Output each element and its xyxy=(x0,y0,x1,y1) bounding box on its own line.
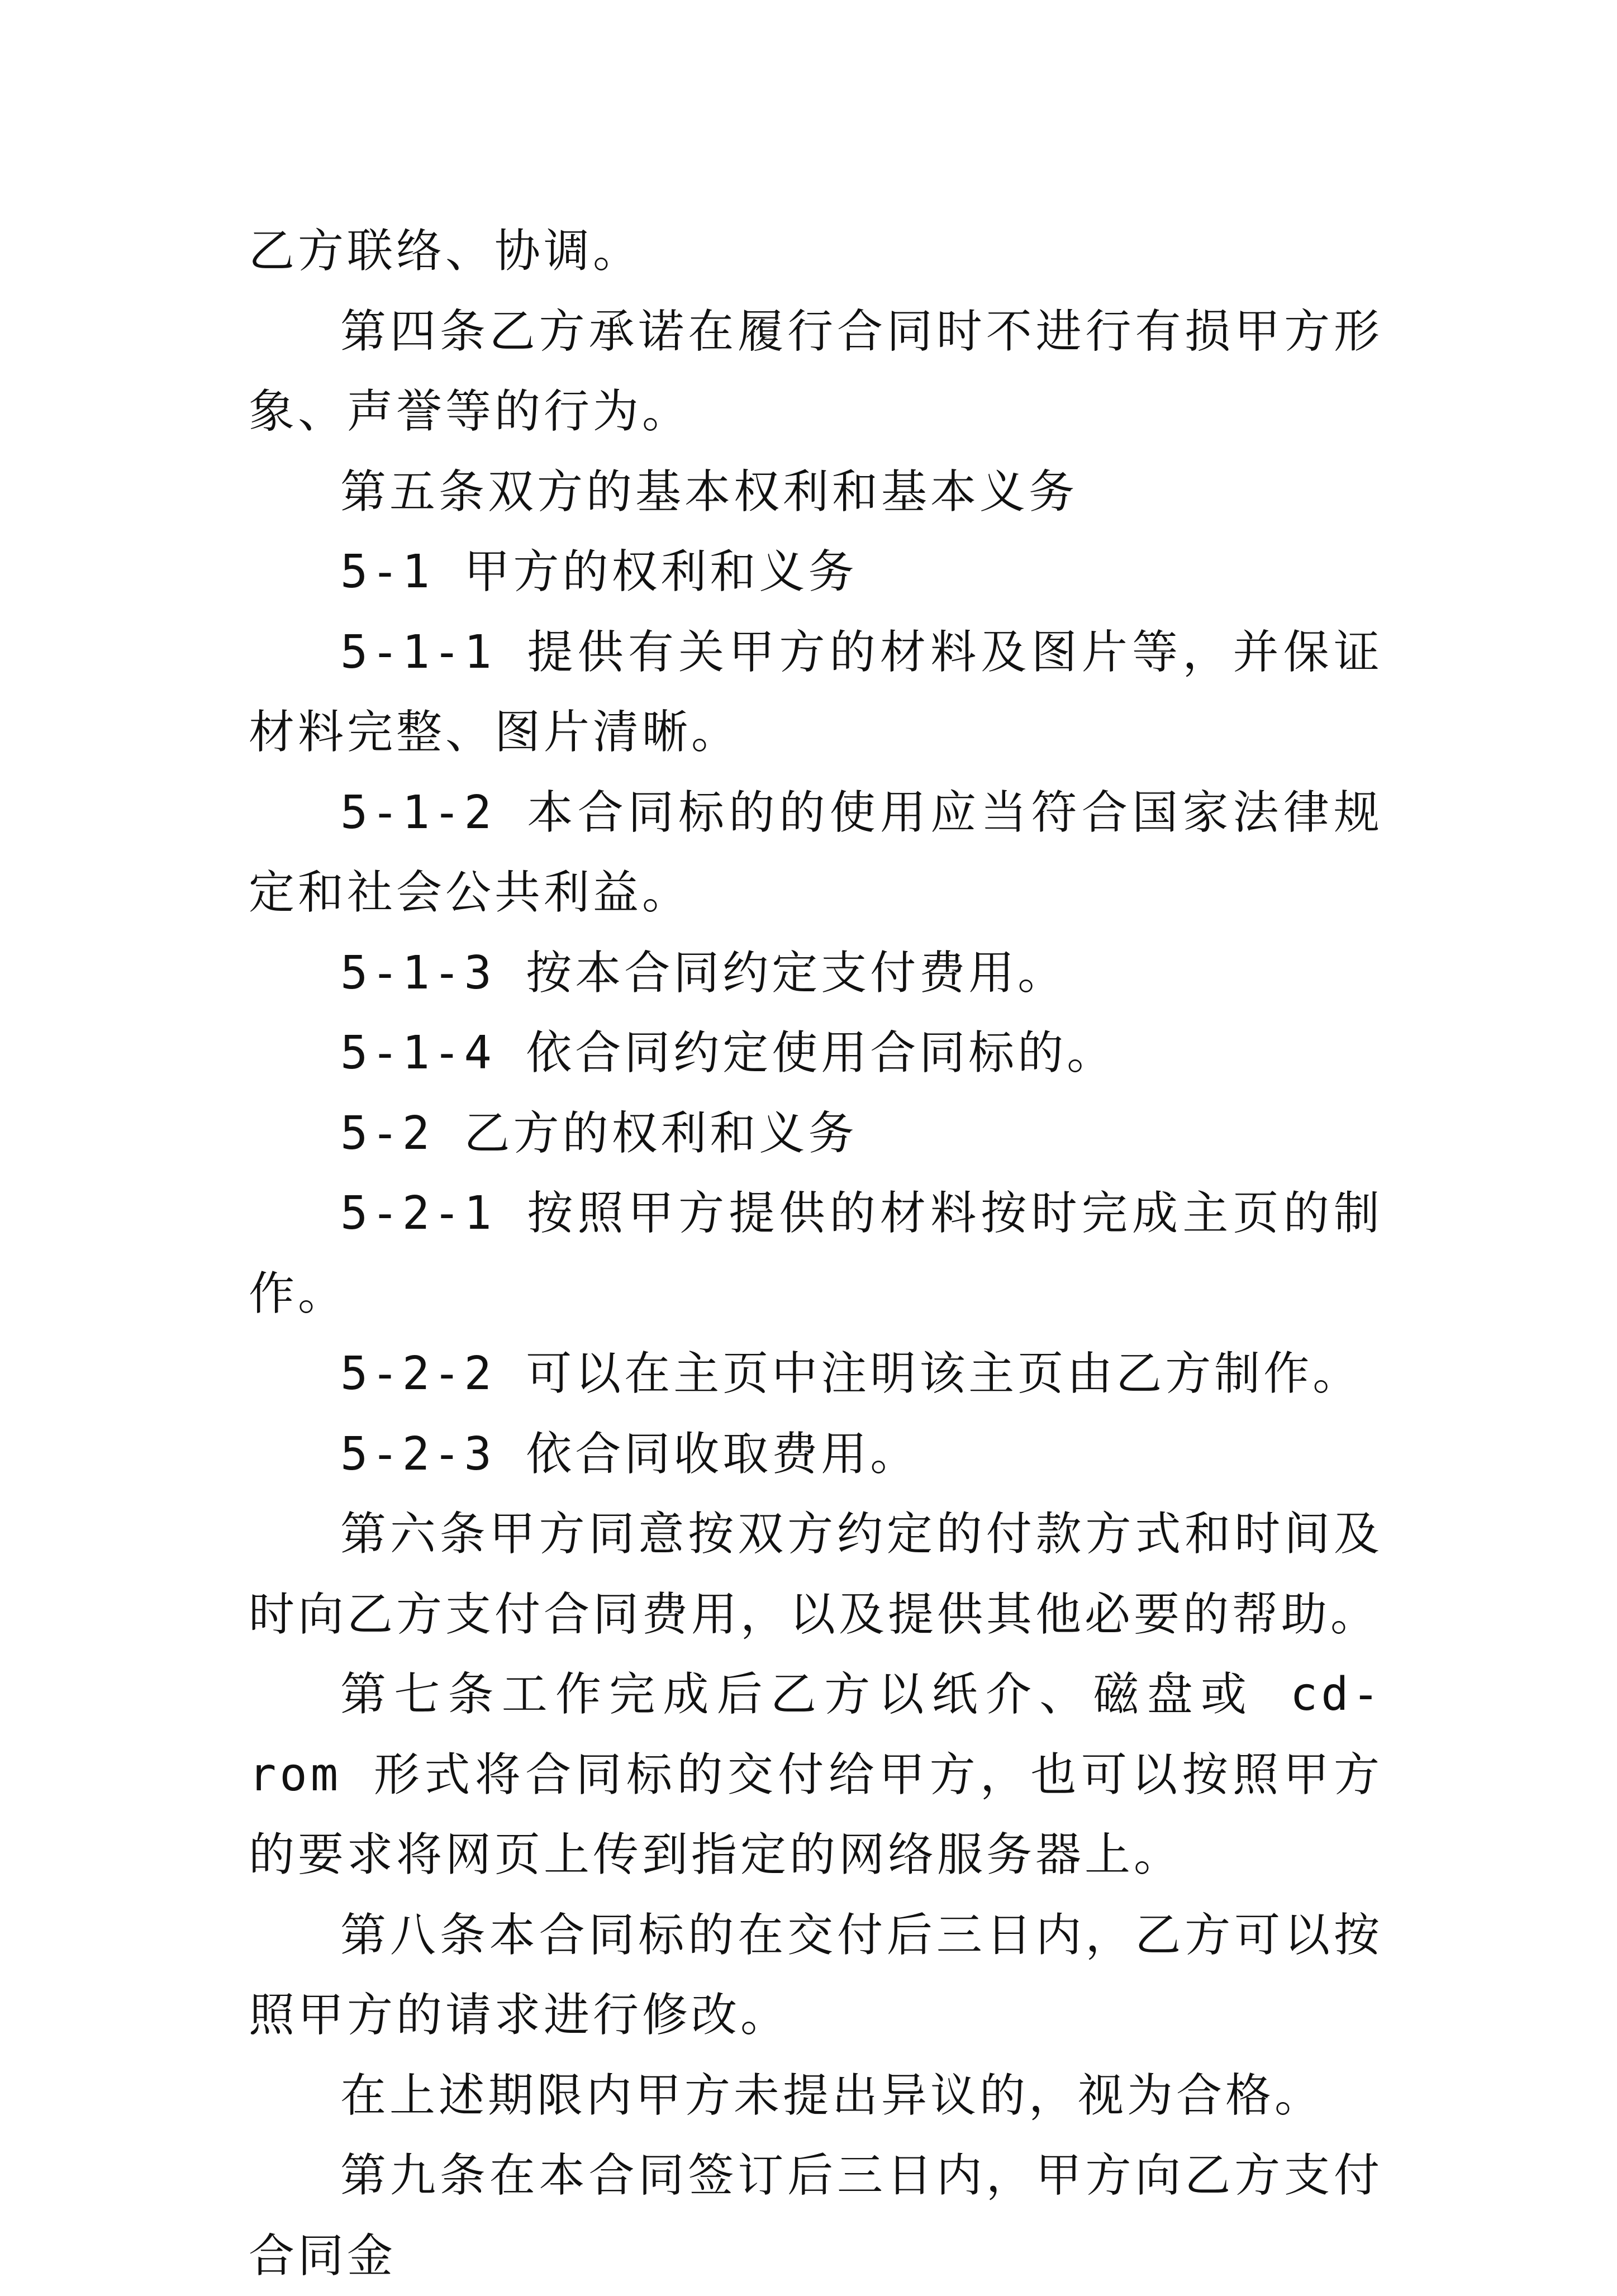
paragraph-clause-5-2-3: 5-2-3 依合同收取费用。 xyxy=(340,1427,920,1481)
paragraph-clause-5-1-4: 5-1-4 依合同约定使用合同标的。 xyxy=(340,1026,1116,1080)
paragraph-article-4: 第四条乙方承诺在履行合同时不进行有损甲方形象、声誉等的行为。 xyxy=(249,305,1383,438)
paragraph-article-8-note: 在上述期限内甲方未提出异议的，视为合格。 xyxy=(340,2069,1324,2122)
paragraph-article-6: 第六条甲方同意按双方约定的付款方式和时间及时向乙方支付合同费用，以及提供其他必要的帮助。 xyxy=(249,1508,1383,1641)
paragraph-article-9: 第九条在本合同签订后三日内，甲方向乙方支付合同金 xyxy=(249,2149,1383,2283)
paragraph-clause-5-2-1: 5-2-1 按照甲方提供的材料按时完成主页的制作。 xyxy=(249,1187,1383,1320)
paragraph-article-5: 第五条双方的基本权利和基本义务 xyxy=(340,465,1078,519)
paragraph-clause-5-1-3: 5-1-3 按本合同约定支付费用。 xyxy=(340,946,1067,1000)
paragraph-article-7: 第七条工作完成后乙方以纸介、磁盘或 cd-rom 形式将合同标的交付给甲方，也可以按照甲方的要求将网页上传到指定的网络服务器上。 xyxy=(249,1668,1383,1881)
paragraph-clause-5-1-1: 5-1-1 提供有关甲方的材料及图片等，并保证材料完整、图片清晰。 xyxy=(249,625,1383,759)
paragraph-clause-5-2: 5-2 乙方的权利和义务 xyxy=(340,1106,858,1160)
paragraph-clause-5-1: 5-1 甲方的权利和义务 xyxy=(340,545,858,598)
paragraph-clause-5-1-2: 5-1-2 本合同标的的使用应当符合国家法律规定和社会公共利益。 xyxy=(249,786,1383,919)
paragraph-article-8: 第八条本合同标的在交付后三日内，乙方可以按照甲方的请求进行修改。 xyxy=(249,1908,1383,2042)
paragraph-clause-5-2-2: 5-2-2 可以在主页中注明该主页由乙方制作。 xyxy=(340,1347,1362,1400)
document-body xyxy=(249,211,1383,2296)
paragraph-continuation: 乙方联络、协调。 xyxy=(249,225,643,278)
